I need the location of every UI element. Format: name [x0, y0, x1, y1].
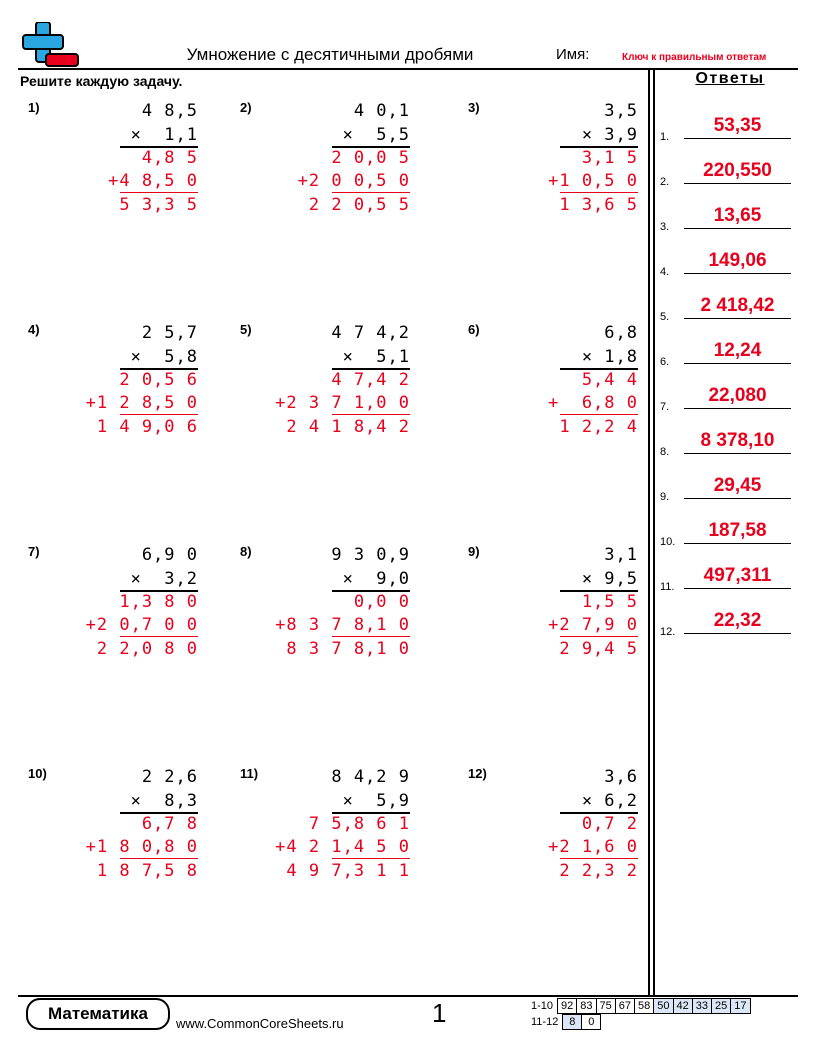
sum-line — [560, 414, 638, 415]
partial-product-2: +2 1,6 0 — [548, 837, 638, 857]
answer-line — [684, 138, 791, 139]
multiplicand: 4 0,1 — [353, 101, 410, 121]
product-result: 1 3,6 5 — [559, 195, 638, 215]
answer-row — [660, 383, 795, 413]
answer-value: 22,080 — [708, 385, 767, 406]
answer-number: 8. — [660, 446, 670, 458]
problem — [28, 544, 198, 694]
multiplicand: 6,8 — [604, 323, 638, 343]
answer-line — [684, 273, 791, 274]
sum-line — [120, 192, 198, 193]
site-url: www.CommonCoreSheets.ru — [176, 1016, 344, 1031]
problem — [468, 544, 638, 694]
partial-product-2: +1 2 8,5 0 — [85, 393, 198, 413]
multiplier: × 1,8 — [581, 347, 638, 367]
problem — [28, 766, 198, 916]
answer-row — [660, 473, 795, 503]
score-table-11-12 — [528, 1014, 601, 1030]
problem-number: 6) — [468, 322, 480, 337]
footer-divider — [18, 995, 798, 997]
score-cell: 92 — [558, 999, 577, 1014]
answer-value: 53,35 — [713, 115, 762, 136]
product-result: 8 3 7 8,1 0 — [286, 639, 410, 659]
partial-product-2: +4 2 1,4 5 0 — [275, 837, 410, 857]
problem-number: 7) — [28, 544, 40, 559]
column-divider — [653, 70, 655, 995]
sum-line — [120, 414, 198, 415]
problem-number: 12) — [468, 766, 487, 781]
answer-number: 12. — [660, 626, 676, 638]
product-result: 2 9,4 5 — [559, 639, 638, 659]
sum-line — [120, 858, 198, 859]
multiplier: × 9,0 — [342, 569, 410, 589]
score-cell: 42 — [673, 999, 692, 1014]
partial-product-1: 0,7 2 — [581, 814, 638, 834]
problem-number: 1) — [28, 100, 40, 115]
answer-line — [684, 453, 791, 454]
answer-row — [660, 158, 795, 188]
product-result: 4 9 7,3 1 1 — [286, 861, 410, 881]
score-cell: 8 — [563, 1015, 582, 1030]
answer-number: 9. — [660, 491, 670, 503]
instructions: Решите каждую задачу. — [20, 73, 183, 89]
answer-number: 6. — [660, 356, 670, 368]
answer-number: 3. — [660, 221, 670, 233]
score-row-label: 11-12 — [531, 1016, 559, 1028]
multiplier: × 8,3 — [130, 791, 198, 811]
score-cell: 50 — [654, 999, 673, 1014]
answer-number: 10. — [660, 536, 676, 548]
multiplier: × 5,8 — [130, 347, 198, 367]
partial-product-2: + 6,8 0 — [548, 393, 638, 413]
multiplicand: 2 2,6 — [141, 767, 198, 787]
score-cell: 58 — [635, 999, 654, 1014]
answer-line — [684, 633, 791, 634]
answer-number: 11. — [660, 581, 675, 593]
answer-line — [684, 498, 791, 499]
answer-value: 497,311 — [703, 565, 772, 586]
score-cell: 17 — [731, 999, 750, 1014]
answer-value: 12,24 — [713, 340, 762, 361]
column-divider — [648, 70, 650, 995]
answer-number: 2. — [660, 176, 670, 188]
answer-row — [660, 293, 795, 323]
product-result: 2 4 1 8,4 2 — [286, 417, 410, 437]
multiplier: × 5,9 — [342, 791, 410, 811]
answer-row — [660, 248, 795, 278]
score-cell: 25 — [712, 999, 731, 1014]
page-number: 1 — [432, 998, 447, 1028]
multiplicand: 3,1 — [604, 545, 638, 565]
partial-product-2: +2 0 0,5 0 — [297, 171, 410, 191]
problem — [468, 322, 638, 472]
problem — [240, 544, 410, 694]
score-row-label: 1-10 — [531, 1000, 554, 1012]
partial-product-1: 3,1 5 — [581, 148, 638, 168]
product-result: 1 4 9,0 6 — [96, 417, 198, 437]
product-result: 1 8 7,5 8 — [96, 861, 198, 881]
product-result: 2 2,3 2 — [559, 861, 638, 881]
answer-value: 8 378,10 — [700, 430, 775, 451]
answer-line — [684, 543, 791, 544]
multiplicand: 2 5,7 — [141, 323, 198, 343]
answer-row — [660, 518, 795, 548]
sum-line — [120, 636, 198, 637]
product-result: 2 2 0,5 5 — [308, 195, 410, 215]
multiplier: × 3,2 — [130, 569, 198, 589]
partial-product-2: +2 3 7 1,0 0 — [275, 393, 410, 413]
answer-value: 220,550 — [703, 160, 772, 181]
brand-badge: Математика — [26, 998, 170, 1030]
multiplier: × 1,1 — [130, 125, 198, 145]
answer-row — [660, 428, 795, 458]
partial-product-1: 5,4 4 — [581, 370, 638, 390]
name-label: Имя: — [556, 46, 590, 63]
multiplier: × 3,9 — [581, 125, 638, 145]
answer-value: 2 418,42 — [700, 295, 775, 316]
answer-value: 22,32 — [713, 610, 762, 631]
product-result: 2 2,0 8 0 — [96, 639, 198, 659]
logo-icon — [22, 22, 80, 68]
multiplier: × 9,5 — [581, 569, 638, 589]
multiplicand: 9 3 0,9 — [331, 545, 410, 565]
answer-line — [684, 318, 791, 319]
sum-line — [332, 636, 410, 637]
answer-row — [660, 338, 795, 368]
problem — [468, 100, 638, 250]
partial-product-1: 0,0 0 — [353, 592, 410, 612]
answer-key-label: Ключ к правильным ответам — [622, 52, 767, 63]
score-cell: 33 — [692, 999, 711, 1014]
answers-heading: Ответы — [695, 70, 765, 87]
problem-number: 3) — [468, 100, 480, 115]
multiplicand: 4 8,5 — [141, 101, 198, 121]
answer-row — [660, 563, 795, 593]
answer-line — [684, 228, 791, 229]
multiplicand: 3,6 — [604, 767, 638, 787]
sum-line — [332, 192, 410, 193]
answer-line — [684, 408, 791, 409]
partial-product-2: +8 3 7 8,1 0 — [275, 615, 410, 635]
problem — [240, 100, 410, 250]
multiplicand: 3,5 — [604, 101, 638, 121]
answer-number: 5. — [660, 311, 670, 323]
sum-line — [560, 636, 638, 637]
score-table-1-10 — [528, 998, 751, 1014]
problem-number: 2) — [240, 100, 252, 115]
problem-number: 9) — [468, 544, 480, 559]
problem-number: 10) — [28, 766, 47, 781]
answer-line — [684, 588, 791, 589]
problem — [240, 322, 410, 472]
answer-value: 187,58 — [708, 520, 767, 541]
partial-product-1: 4 7,4 2 — [331, 370, 410, 390]
product-result: 1 2,2 4 — [559, 417, 638, 437]
sum-line — [332, 414, 410, 415]
worksheet-title: Умножение с десятичными дробями — [186, 45, 474, 64]
partial-product-1: 2 0,0 5 — [331, 148, 410, 168]
problem — [28, 322, 198, 472]
partial-product-2: +2 0,7 0 0 — [85, 615, 198, 635]
score-cell: 67 — [615, 999, 634, 1014]
problem-number: 8) — [240, 544, 252, 559]
partial-product-2: +1 8 0,8 0 — [85, 837, 198, 857]
problem-number: 5) — [240, 322, 252, 337]
score-cell: 75 — [596, 999, 615, 1014]
partial-product-1: 1,5 5 — [581, 592, 638, 612]
multiplicand: 6,9 0 — [141, 545, 198, 565]
answer-number: 1. — [660, 131, 670, 143]
partial-product-1: 2 0,5 6 — [119, 370, 198, 390]
partial-product-1: 4,8 5 — [141, 148, 198, 168]
answer-value: 149,06 — [708, 250, 767, 271]
score-cell: 0 — [582, 1015, 601, 1030]
partial-product-1: 6,7 8 — [141, 814, 198, 834]
answer-number: 4. — [660, 266, 670, 278]
answer-number: 7. — [660, 401, 670, 413]
multiplier: × 5,5 — [342, 125, 410, 145]
problem — [28, 100, 198, 250]
multiplier: × 5,1 — [342, 347, 410, 367]
answer-row — [660, 113, 795, 143]
answer-row — [660, 608, 795, 638]
answer-line — [684, 363, 791, 364]
answer-value: 13,65 — [713, 205, 762, 226]
problem — [468, 766, 638, 916]
partial-product-1: 1,3 8 0 — [119, 592, 198, 612]
problem-number: 11) — [240, 766, 259, 781]
partial-product-2: +1 0,5 0 — [548, 171, 638, 191]
sum-line — [560, 858, 638, 859]
problem-number: 4) — [28, 322, 40, 337]
partial-product-2: +2 7,9 0 — [548, 615, 638, 635]
multiplicand: 4 7 4,2 — [331, 323, 410, 343]
answer-value: 29,45 — [713, 475, 762, 496]
answer-row — [660, 203, 795, 233]
answer-line — [684, 183, 791, 184]
partial-product-1: 7 5,8 6 1 — [308, 814, 410, 834]
multiplier: × 6,2 — [581, 791, 638, 811]
problem — [240, 766, 410, 916]
partial-product-2: +4 8,5 0 — [108, 171, 198, 191]
score-cell: 83 — [577, 999, 596, 1014]
product-result: 5 3,3 5 — [119, 195, 198, 215]
sum-line — [560, 192, 638, 193]
multiplicand: 8 4,2 9 — [331, 767, 410, 787]
sum-line — [332, 858, 410, 859]
